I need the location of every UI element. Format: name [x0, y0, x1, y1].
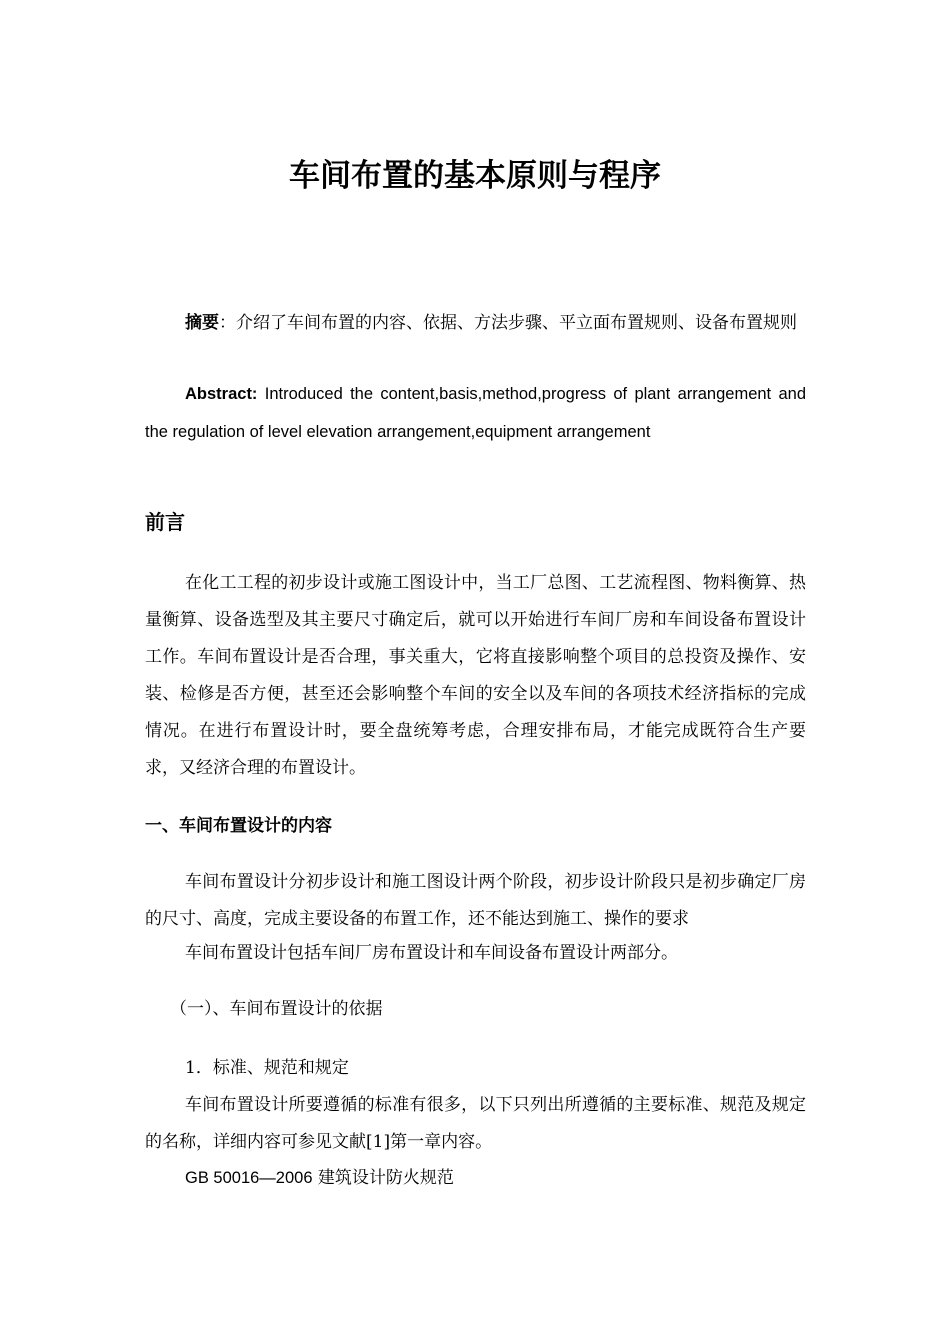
abstract-en-label: Abstract:	[185, 385, 258, 403]
abstract-cn-separator: ：	[219, 313, 236, 333]
standard-line	[145, 1160, 806, 1197]
abstract-en-text: Introduced the content,basis,method,progress of plant arrangement and the regulation of level elevation arrangement,equipment arrangement	[145, 385, 806, 441]
abstract-cn-label: 摘要	[185, 313, 219, 333]
preface-heading: 前言	[145, 510, 185, 534]
document-title: 车间布置的基本原则与程序	[289, 158, 661, 194]
section-paragraph: 车间布置设计分初步设计和施工图设计两个阶段，初步设计阶段只是初步确定厂房的尺寸、高度，完成主要设备的布置工作，还不能达到施工、操作的要求	[145, 872, 806, 929]
section-paragraph-2: 车间布置设计包括车间厂房布置设计和车间设备布置设计两部分。	[185, 943, 678, 963]
section-heading: 一、车间布置设计的内容	[145, 816, 332, 836]
abstract-cn	[145, 305, 806, 342]
item-paragraph: 车间布置设计所要遵循的标准有很多，以下只列出所遵循的主要标准、规范及规定的名称，详细内容可参见文献[1]第一章内容。	[145, 1095, 806, 1152]
abstract-cn-text: 介绍了车间布置的内容、依据、方法步骤、平立面布置规则、设备布置规则	[236, 313, 797, 333]
preface-paragraph: 在化工工程的初步设计或施工图设计中，当工厂总图、工艺流程图、物料衡算、热量衡算、设备选型及其主要尺寸确定后，就可以开始进行车间厂房和车间设备布置设计工作。车间布置设计是否合理，事关重大，它将直接影响整个项目的总投资及操作、安装、检修是否方便，甚至还会影响整个车间的安全以及车间的各项技术经济指标的完成情况。在进行布置设计时，要全盘统筹考虑，合理安排布局，才能完成既符合生产要求，又经济合理的布置设计。	[145, 573, 806, 778]
abstract-en	[145, 375, 806, 451]
subsection-heading: （一）、车间布置设计的依据	[170, 999, 383, 1019]
standard-name: 建筑设计防火规范	[312, 1168, 454, 1188]
item-heading: 1．标准、规范和规定	[185, 1058, 349, 1078]
standard-code: GB 50016—2006	[185, 1169, 313, 1187]
